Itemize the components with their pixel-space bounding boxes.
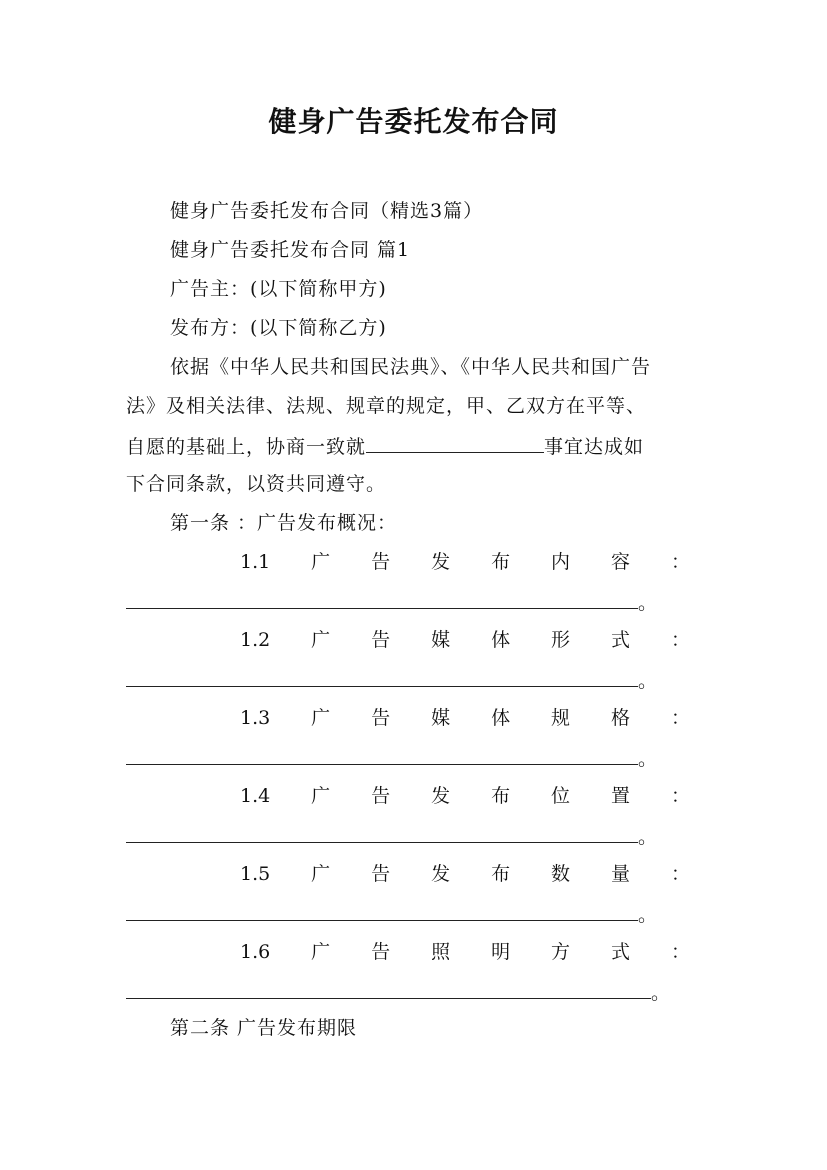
fill-blank[interactable] [126, 978, 651, 999]
intro-line-4: 下合同条款，以资共同遵守。 [126, 473, 387, 495]
item-char: 数 [551, 863, 571, 885]
item-char: 广 [311, 785, 331, 807]
item-char: 告 [371, 941, 391, 963]
party-a-line: 广告主：(以下简称甲方) [170, 278, 387, 300]
item-char: 体 [491, 629, 511, 651]
article-2-heading: 第二条 广告发布期限 [170, 1017, 358, 1039]
item-number: 1.3 [240, 707, 271, 729]
item-char: 置 [611, 785, 631, 807]
fill-end: 。 [638, 826, 658, 848]
item-char: 发 [431, 785, 451, 807]
item-char: 明 [491, 941, 511, 963]
item-char: 规 [551, 707, 571, 729]
item-char: 告 [371, 785, 391, 807]
intro-line-3-start: 自愿的基础上，协商一致就 [126, 436, 367, 458]
item-row [240, 939, 690, 965]
item-char: 告 [371, 551, 391, 573]
item-colon: ： [670, 863, 690, 885]
item-row [240, 549, 690, 575]
party-b-line: 发布方：(以下简称乙方) [170, 317, 387, 339]
item-row [240, 783, 690, 809]
fill-end: 。 [638, 670, 658, 692]
item-row [240, 627, 690, 653]
fill-end: 。 [651, 982, 671, 1004]
item-char: 布 [491, 785, 511, 807]
item-char: 广 [311, 629, 331, 651]
item-char: 格 [611, 707, 631, 729]
fill-line [126, 822, 657, 850]
item-char: 容 [611, 551, 631, 573]
item-char: 广 [311, 707, 331, 729]
item-char: 式 [611, 941, 631, 963]
intro-line-3-end: 事宜达成如 [544, 436, 645, 458]
item-char: 位 [551, 785, 571, 807]
part-heading: 健身广告委托发布合同 篇1 [170, 239, 411, 261]
item-char: 告 [371, 629, 391, 651]
item-char: 布 [491, 863, 511, 885]
fill-line [126, 744, 657, 772]
item-char: 照 [431, 941, 451, 963]
intro-line-1: 依据《中华人民共和国民法典》、《中华人民共和国广告 [170, 356, 652, 378]
document-title: 健身广告委托发布合同 [268, 105, 559, 138]
fill-end: 。 [638, 748, 658, 770]
intro-line-2: 法》及相关法律、法规、规章的规定，甲、乙双方在平等、 [126, 395, 647, 417]
item-char: 发 [431, 551, 451, 573]
item-number: 1.6 [240, 941, 271, 963]
fill-end: 。 [638, 592, 658, 614]
item-row [240, 861, 690, 887]
item-colon: ： [670, 707, 690, 729]
item-char: 内 [551, 551, 571, 573]
item-char: 体 [491, 707, 511, 729]
item-char: 形 [551, 629, 571, 651]
item-char: 媒 [431, 629, 451, 651]
item-char: 告 [371, 707, 391, 729]
fill-line [126, 978, 670, 1006]
item-number: 1.1 [240, 551, 271, 573]
item-number: 1.4 [240, 785, 271, 807]
item-char: 广 [311, 551, 331, 573]
item-char: 量 [611, 863, 631, 885]
fill-blank[interactable] [126, 588, 638, 609]
item-row [240, 705, 690, 731]
item-char: 布 [491, 551, 511, 573]
fill-blank[interactable] [126, 744, 638, 765]
item-char: 媒 [431, 707, 451, 729]
fill-blank[interactable] [126, 666, 638, 687]
fill-line [126, 588, 657, 616]
item-colon: ： [670, 629, 690, 651]
fill-blank[interactable] [126, 900, 638, 921]
fill-blank[interactable] [126, 822, 638, 843]
item-number: 1.5 [240, 863, 271, 885]
matter-blank[interactable] [366, 432, 544, 453]
article-1-heading: 第一条 ：广告发布概况： [170, 512, 398, 534]
item-colon: ： [670, 785, 690, 807]
fill-end: 。 [638, 904, 658, 926]
item-char: 方 [551, 941, 571, 963]
subtitle: 健身广告委托发布合同（精选3篇） [170, 200, 484, 222]
fill-line [126, 666, 657, 694]
fill-line [126, 900, 657, 928]
item-char: 发 [431, 863, 451, 885]
item-char: 广 [311, 863, 331, 885]
item-colon: ： [670, 551, 690, 573]
intro-line-3 [126, 432, 644, 460]
item-char: 告 [371, 863, 391, 885]
item-char: 广 [311, 941, 331, 963]
item-number: 1.2 [240, 629, 271, 651]
item-colon: ： [670, 941, 690, 963]
item-char: 式 [611, 629, 631, 651]
